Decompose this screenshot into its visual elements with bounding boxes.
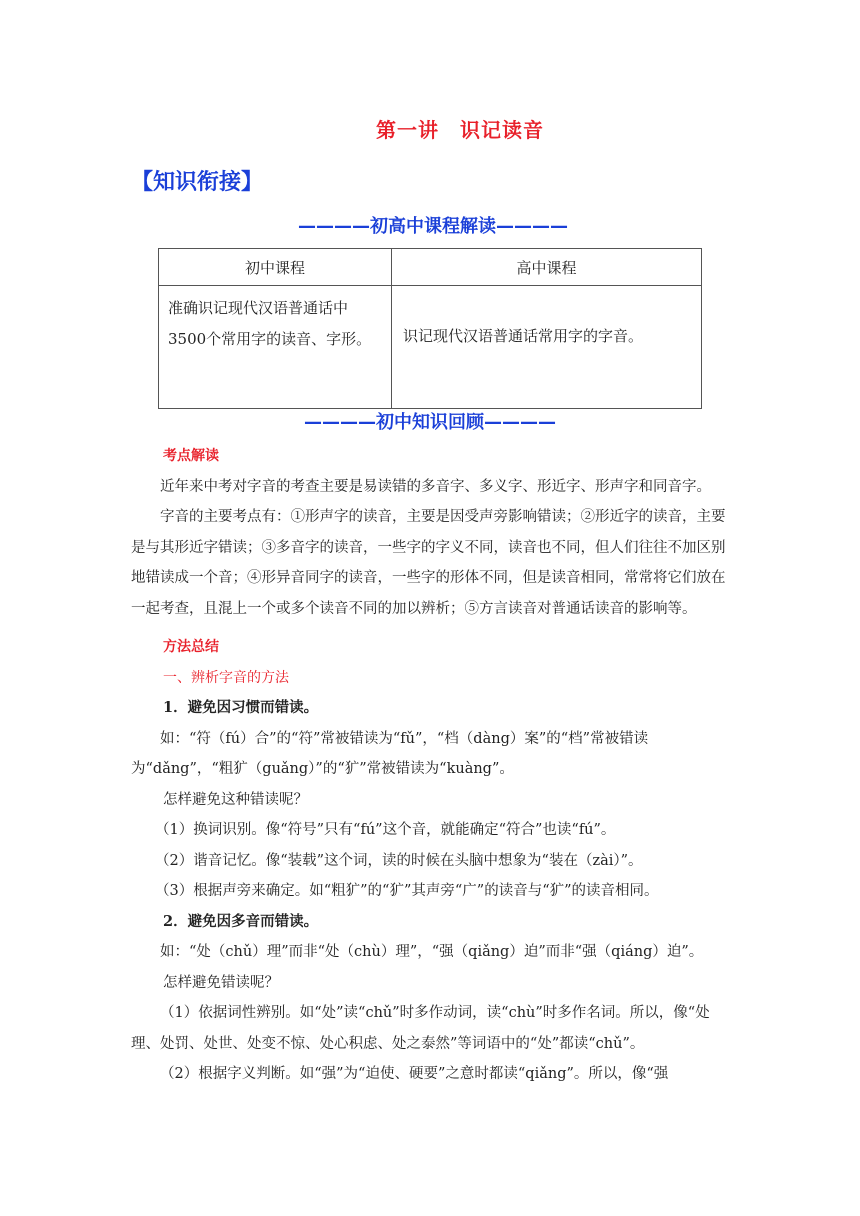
item2-question: 怎样避免错读呢？ xyxy=(163,974,279,991)
item2-method-1: （1）依据词性辨别。如“处”读“chǔ”时多作动词，读“chù”时多作名词。所以，像“处理、处罚、处世、处变不惊、处心积虑、处之泰然”等词语中的“处”都读“chǔ”。 xyxy=(131,1005,710,1052)
header-junior-course: 初中课程 xyxy=(159,249,392,286)
kaodian-paragraph-2: 字音的主要考点有：①形声字的读音，主要是因受声旁影响错读；②形近字的读音，主要是与其形近字错读；③多音字的读音，一些字的字义不同，读音也不同，但人们往往不加区别地错读成一个音；④形异音同字的读音，一些字的形体不同，但是读音相同，常常将它们放在一起考查，且混上一个或多个读音不同的加以辨析；⑤方言读音对普通话读音的影响等。 xyxy=(131,509,726,617)
kaodian-paragraph-1: 近年来中考对字音的考查主要是易读错的多音字、多义字、形近字、形声字和同音字。 xyxy=(160,478,711,495)
course-comparison-table xyxy=(158,248,702,409)
item1-title: 1．避免因习惯而错读。 xyxy=(163,699,319,716)
item1-method-2: （2）谐音记忆。像“装载”这个词，读的时候在头脑中想象为“装在（zài）”。 xyxy=(155,852,643,869)
kaodian-title: 考点解读 xyxy=(163,448,219,464)
cell-senior-text: 识记现代汉语普通话常用字的字音。 xyxy=(403,327,644,345)
item1-example: 如：“符（fú）合”的“符”常被错读为“fǔ”，“档（dàng）案”的“档”常被错读为“dǎng”，“粗犷（guǎng）”的“犷”常被错读为“kuàng”。 xyxy=(131,730,649,777)
cell-junior-text: 准确识记现代汉语普通话中3500个常用字的读音、字形。 xyxy=(168,299,372,348)
item1-method-3: （3）根据声旁来确定。如“粗犷”的“犷”其声旁“广”的读音与“犷”的读音相同。 xyxy=(155,883,659,899)
course-interpretation-heading: ————初高中课程解读———— xyxy=(298,216,568,237)
item2-example: 如：“处（chǔ）理”而非“处（chù）理”，“强（qiǎng）迫”而非“强（qiáng）迫”。 xyxy=(160,944,704,960)
table-row xyxy=(159,286,702,409)
main-content xyxy=(131,441,731,1090)
item2-method-2: （2）根据字义判断。如“强”为“迫使、硬要”之意时都读“qiǎng”。所以，像“强 xyxy=(160,1066,669,1082)
header-senior-course: 高中课程 xyxy=(392,249,702,286)
junior-review-heading: ————初中知识回顾———— xyxy=(304,412,556,433)
item1-question: 怎样避免这种错读呢？ xyxy=(163,791,308,808)
item2-title: 2．避免因多音而错读。 xyxy=(163,912,319,930)
cell-senior-course xyxy=(392,286,702,409)
item1-method-1: （1）换词识别。像“符号”只有“fú”这个音，就能确定“符合”也读“fú”。 xyxy=(155,822,616,838)
cell-junior-course xyxy=(159,286,392,409)
lecture-title: 第一讲 识记读音 xyxy=(376,118,544,142)
table-header-row xyxy=(159,249,702,286)
method-heading: 一、辨析字音的方法 xyxy=(163,669,289,686)
section-heading: 【知识衔接】 xyxy=(131,170,264,195)
fangfa-title: 方法总结 xyxy=(163,639,219,655)
